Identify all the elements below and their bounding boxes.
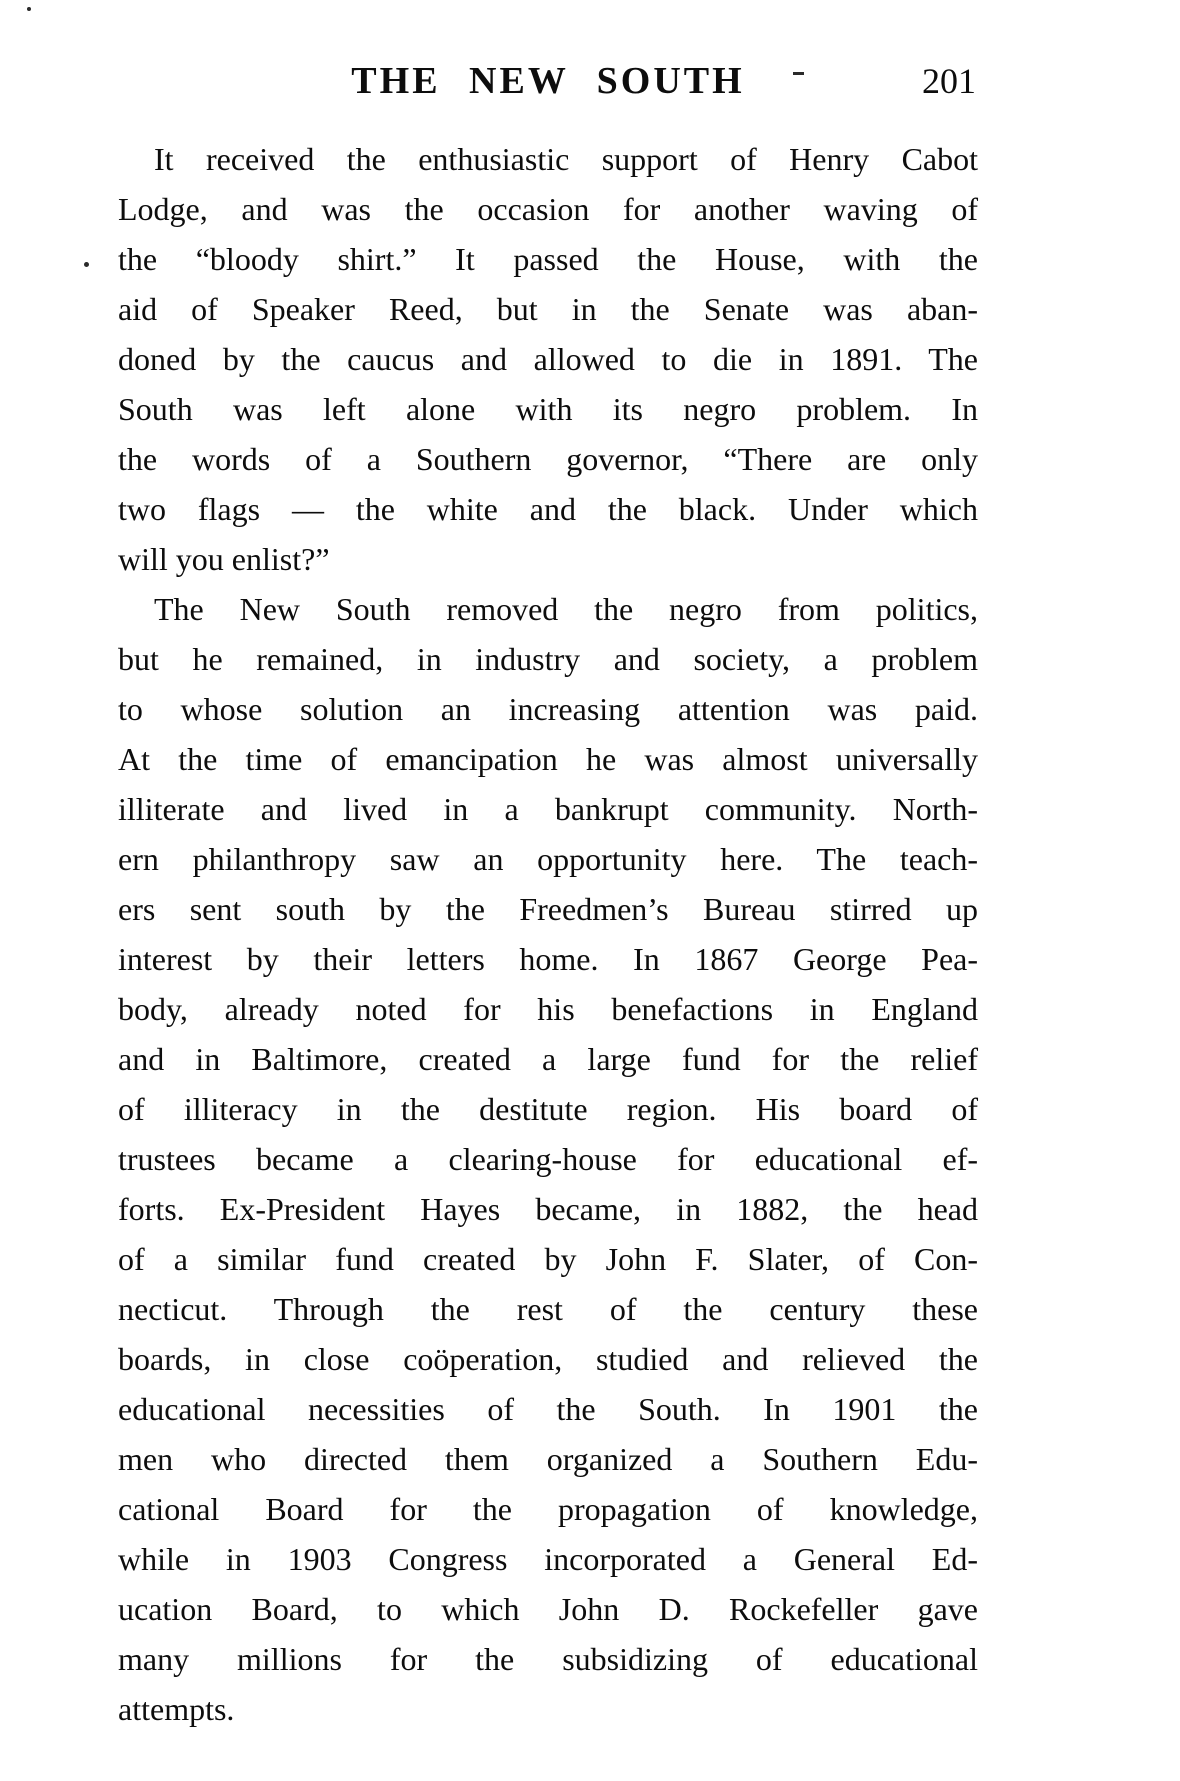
- text-line: interest by their letters home. In 1867 George Pea-: [118, 941, 978, 977]
- text-line: necticut. Through the rest of the century these: [118, 1291, 978, 1327]
- text-line: It received the enthusiastic support of Henry Cabot: [154, 141, 978, 177]
- text-line: boards, in close coöperation, studied and relieved the: [118, 1341, 978, 1377]
- running-title: THE NEW SOUTH: [351, 60, 745, 102]
- text-line: while in 1903 Congress incorporated a General Ed-: [118, 1541, 978, 1577]
- text-line: ers sent south by the Freedmen’s Bureau stirred up: [118, 891, 978, 927]
- text-line: cational Board for the propagation of knowledge,: [118, 1491, 978, 1527]
- scan-artifact: [84, 262, 89, 267]
- text-line: two flags — the white and the black. Under which: [118, 491, 978, 527]
- text-line: of a similar fund created by John F. Slater, of Con-: [118, 1241, 978, 1277]
- text-line: to whose solution an increasing attention was paid.: [118, 691, 978, 727]
- text-line: but he remained, in industry and society, a problem: [118, 641, 978, 677]
- text-line: At the time of emancipation he was almost universally: [118, 741, 978, 777]
- text-line: body, already noted for his benefactions in England: [118, 991, 978, 1027]
- text-line: ucation Board, to which John D. Rockefeller gave: [118, 1591, 978, 1627]
- text-line: ern philanthropy saw an opportunity here. The teach-: [118, 841, 978, 877]
- text-line: educational necessities of the South. In 1901 the: [118, 1391, 978, 1427]
- page-body: [118, 134, 978, 1734]
- paragraph: [118, 584, 978, 1734]
- text-line: many millions for the subsidizing of educational: [118, 1641, 978, 1677]
- scan-artifact: [27, 7, 31, 11]
- page-header: [118, 56, 978, 106]
- page-number: 201: [922, 61, 976, 101]
- text-line: Lodge, and was the occasion for another waving of: [118, 191, 978, 227]
- text-line: South was left alone with its negro problem. In: [118, 391, 978, 427]
- text-line: illiterate and lived in a bankrupt community. North-: [118, 791, 978, 827]
- text-line: men who directed them organized a Southern Edu-: [118, 1441, 978, 1477]
- text-line: and in Baltimore, created a large fund for the relief: [118, 1041, 978, 1077]
- text-line: the “bloody shirt.” It passed the House, with the: [118, 241, 978, 277]
- text-line: aid of Speaker Reed, but in the Senate was aban-: [118, 291, 978, 327]
- text-line: forts. Ex-President Hayes became, in 1882, the head: [118, 1191, 978, 1227]
- text-line: will you enlist?”: [118, 541, 330, 577]
- text-line: attempts.: [118, 1691, 235, 1727]
- text-line: of illiteracy in the destitute region. His board of: [118, 1091, 978, 1127]
- paragraph: [118, 134, 978, 584]
- text-line: doned by the caucus and allowed to die in 1891. The: [118, 341, 978, 377]
- text-line: trustees became a clearing-house for educational ef-: [118, 1141, 978, 1177]
- text-line: The New South removed the negro from politics,: [154, 591, 978, 627]
- text-line: the words of a Southern governor, “There are only: [118, 441, 978, 477]
